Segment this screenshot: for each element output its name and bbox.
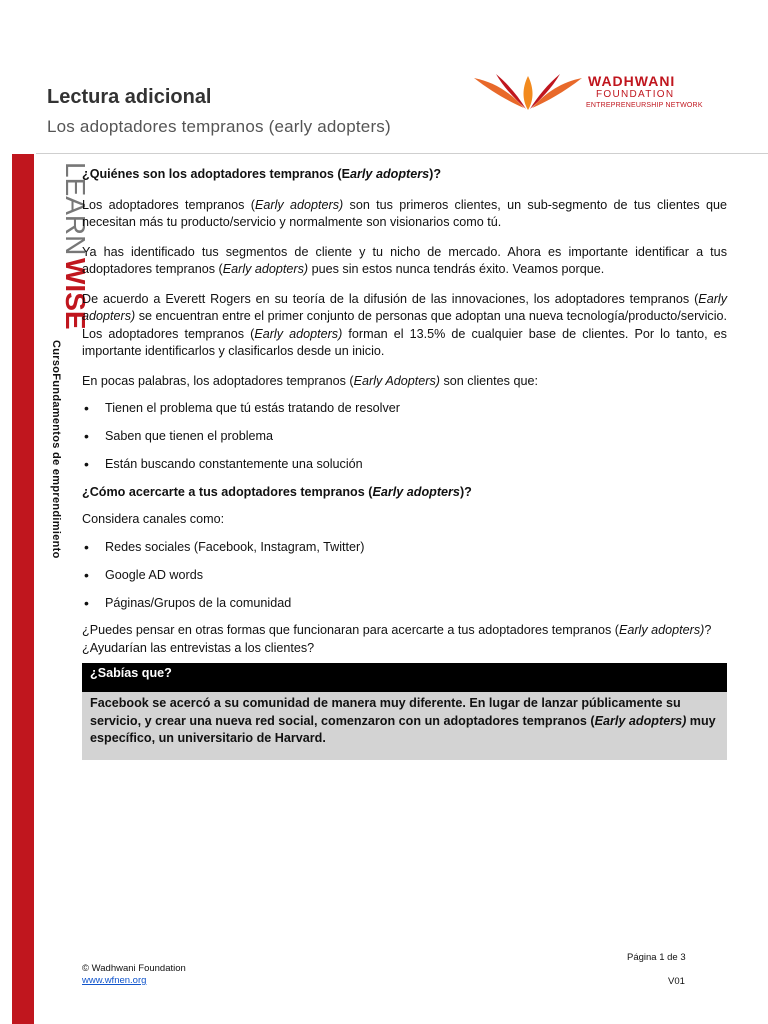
paragraph-definition: Los adoptadores tempranos (Early adopters) son tus primeros clientes, un sub-segmento de tus clientes que necesitan más tu producto/servicio y normalmente son visionarios como tú. [82, 197, 727, 229]
list-item: • Redes sociales (Facebook, Instagram, Twitter) [82, 539, 727, 557]
list-traits [82, 400, 727, 474]
paragraph-channels: Considera canales como: [82, 512, 225, 526]
list-item: • Tienen el problema que tú estás tratando de resolver [82, 400, 727, 418]
lotus-icon [472, 72, 584, 112]
learnwise-logo [40, 158, 91, 333]
footer-website-link[interactable]: www.wfnen.org [82, 975, 147, 986]
list-item: • Google AD words [82, 567, 727, 585]
logo-foundation: FOUNDATION [596, 89, 675, 100]
callout-title: ¿Sabías que? [82, 663, 727, 692]
footer-left [82, 963, 186, 987]
list-channels [82, 539, 727, 613]
list-item: • Páginas/Grupos de la comunidad [82, 595, 727, 613]
paragraph-other-ways: ¿Puedes pensar en otras formas que funcionaran para acercarte a tus adoptadores tempranos (Early adopters)? ¿Ayudarían las entrevistas a los clientes? [82, 623, 712, 655]
header-divider [36, 153, 768, 154]
learnwise-wise-text: WISE [60, 258, 91, 330]
sidebar-red-bar [12, 154, 34, 1024]
footer-version: V01 [668, 976, 685, 987]
footer-page-number: Página 1 de 3 [627, 952, 686, 963]
course-name: CursoFundamentos de emprendimiento [50, 340, 62, 559]
wadhwani-logo [472, 70, 712, 116]
callout-body: Facebook se acercó a su comunidad de manera muy diferente. En lugar de lanzar públicamente su servicio, y crear una nueva red social, comenzaron con un adoptadores tempranos (Early adopters) muy específico, un universitario de Harvard. [82, 692, 727, 760]
learnwise-learn-text: LEARN [60, 162, 91, 256]
paragraph-rogers: De acuerdo a Everett Rogers en su teoría de la difusión de las innovaciones, los adoptadores tempranos (Early adopters) se encuentran entre el primer conjunto de personas que adoptan una nueva tecnología/producto/servicio. Los adoptadores tempranos (Early adopters) forman el 13.5% de cualquier base de clientes. Por lo tanto, es importante identificarlos y clasificarlos desde un inicio. [82, 291, 727, 358]
footer-copyright: © Wadhwani Foundation [82, 963, 186, 974]
list-item: • Están buscando constantemente una solución [82, 456, 727, 474]
question-how: ¿Cómo acercarte a tus adoptadores tempranos (Early adopters)? [82, 484, 472, 499]
logo-network: ENTREPRENEURSHIP NETWORK [586, 102, 703, 109]
question-who: ¿Quiénes son los adoptadores tempranos (Early adopters)? [82, 167, 442, 181]
main-content [82, 166, 727, 760]
paragraph-identify: Ya has identificado tus segmentos de cliente y tu nicho de mercado. Ahora es importante identificar a tus adoptadores tempranos (Early adopters) pues sin estos nunca tendrás éxito. Veamos porque. [82, 244, 727, 276]
page-subtitle: Los adoptadores tempranos (early adopters) [47, 117, 391, 136]
list-item: • Saben que tienen el problema [82, 428, 727, 446]
logo-name: WADHWANI [588, 73, 676, 89]
paragraph-summary: En pocas palabras, los adoptadores tempranos (Early Adopters) son clientes que: [82, 373, 538, 388]
page-title: Lectura adicional [47, 86, 212, 108]
did-you-know-box [82, 663, 727, 760]
